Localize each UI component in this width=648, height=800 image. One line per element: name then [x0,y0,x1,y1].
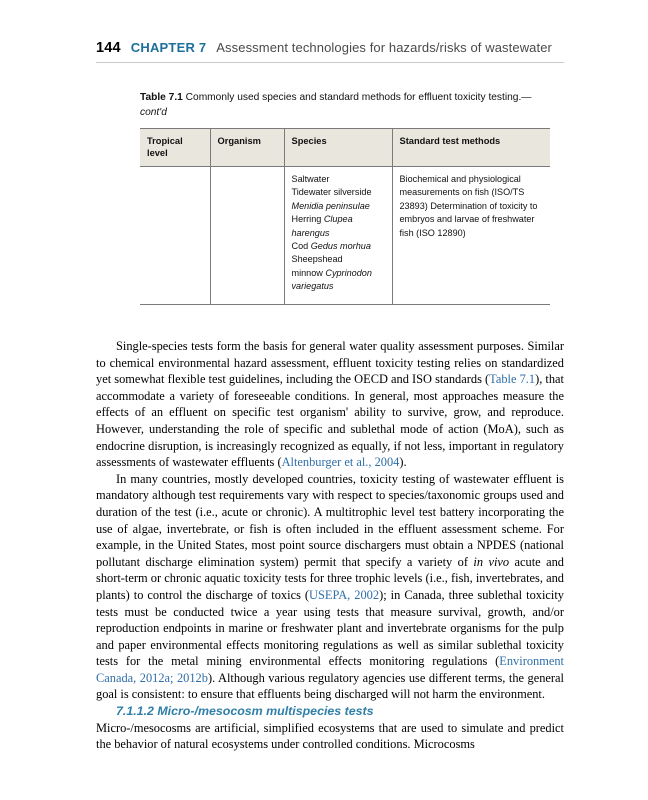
header-divider [96,62,564,63]
table-caption-continued: —cont'd [140,92,532,118]
species-line: minnow Cyprinodon [291,267,372,278]
paragraph-single-species-tests: Single-species tests form the basis for general water quality assessment purposes. Similar to chemical environmental hazard assessment, effluent toxicity testing relies on standardized yet somewhat flexible test guidelines, including the OECD and ISO standards (Table 7.1), that accommodate a variety of foreseeable conditions. In general, most approaches measure the effects of an effluent on specific test organism' ability to survive, grow, and reproduce. However, understanding the role of specific and sublethal mode of action (MoA), such as endocrine disruption, is increasingly recognized as equally, if not less, important in regulatory assessments of wastewater effluents (Altenburger et al., 2004). [96,339,564,470]
table-caption-label: Table 7.1 [140,92,183,103]
table-caption-text: Commonly used species and standard methods for effluent toxicity testing. [182,92,522,103]
species-line: Cod Gedus morhua [291,241,371,252]
body-text [96,338,564,753]
species-line: variegatus [291,281,334,292]
table-header-row [140,129,550,167]
cell-tropical-level [140,167,210,305]
species-line: Menidia peninsulae [291,200,370,211]
column-header-organism: Organism [210,129,284,167]
section-heading-7-1-1-2: 7.1.1.2 Micro-/mesocosm multispecies tests [116,704,374,719]
species-line: Tidewater silverside [291,187,372,198]
citation-environment-canada[interactable]: Environment Canada, 2012a; 2012b [96,654,564,685]
running-head [96,40,596,56]
citation-usepa[interactable]: USEPA, 2002 [309,587,380,602]
page-number: 144 [96,40,121,56]
table-block [140,90,550,305]
chapter-label: CHAPTER 7 [130,40,207,55]
column-header-standard-test-methods: Standard test methods [392,129,550,167]
cell-species [284,167,392,305]
in-vivo-italic: in vivo [473,554,510,569]
species-line: Saltwater [291,174,330,184]
column-header-species: Species [284,129,392,167]
column-header-tropical-level: Tropical level [140,129,210,167]
cell-organism [210,167,284,305]
species-line: harengus [291,227,330,238]
species-line: Herring Clupea [291,214,353,225]
chapter-title: Assessment technologies for hazards/risks of wastewater [216,40,552,55]
table-caption [140,90,550,120]
citation-altenburger[interactable]: Altenburger et al., 2004 [281,455,400,470]
table-row [140,167,550,305]
species-methods-table [140,128,550,305]
cell-standard-test-methods: Biochemical and physiological measurements on fish (ISO/TS 23893) Determination of toxicity to embryos and larvae of freshwater fish (ISO 12890) [392,167,550,305]
paragraph-toxicity-testing-mandatory: In many countries, mostly developed countries, toxicity testing of wastewater effluent is mandatory although test requirements vary with respect to species/taxonomic groups used and duration of the test (i.e., acute or chronic). A multitrophic level test battery incorporating the use of algae, invertebrate, or fish is often included in the effluent assessment scheme. For example, in the United States, most point source dischargers must obtain a NPDES (national pollutant discharge elimination system) permit that specify a variety of in vivo acute and short-term or chronic aquatic toxicity tests for three trophic levels (i.e., fish, invertebrates, and plants) to control the discharge of toxics (USEPA, 2002); in Canada, three sublethal toxicity tests must be conducted twice a year using tests that measure survival, growth, and/or reproduction endpoints in marine or freshwater plant and invertebrate organisms for the pulp and paper environmental effects monitoring regulations as well as similar sublethal toxicity tests for the metal mining environmental effects monitoring regulations (Environment Canada, 2012a; 2012b). Although various regulatory agencies use different terms, the general goal is consistent: to ensure that effluents being discharged will not harm the environment. [96,471,564,702]
crossref-table-7-1[interactable]: Table 7.1 [489,372,536,387]
species-line: Sheepshead [291,254,343,265]
paragraph-microcosms: Micro-/mesocosms are artificial, simplified ecosystems that are used to simulate and predict the behavior of natural ecosystems under controlled conditions. Microcosms [96,720,564,752]
